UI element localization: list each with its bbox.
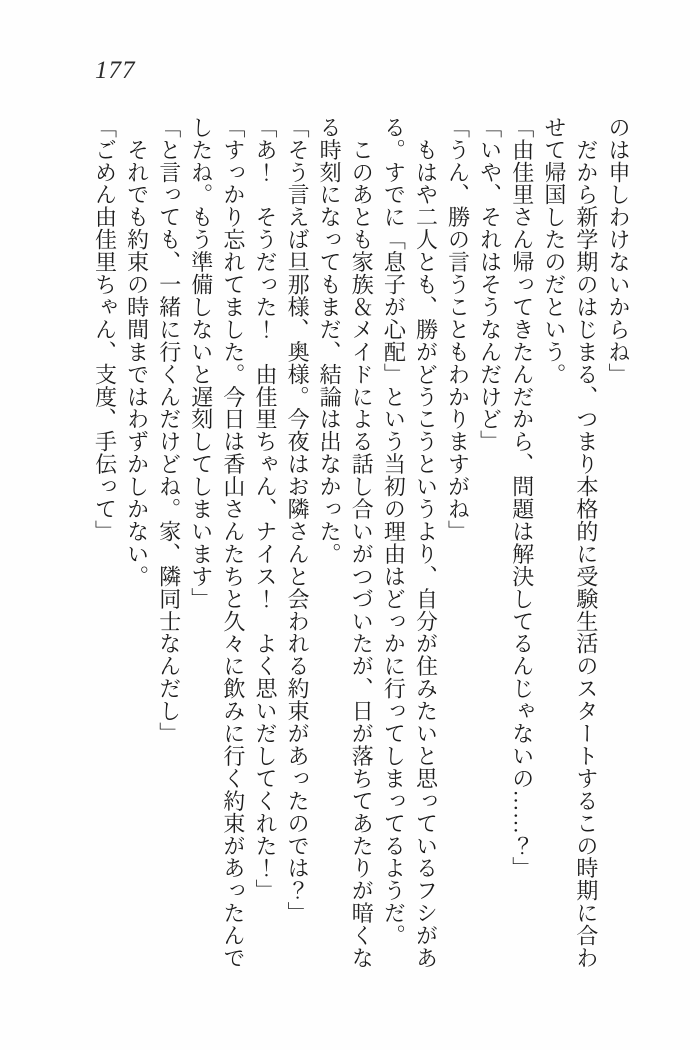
text-column: 「すっかり忘れてました。今日は香山さんたちと久々に飲みに行く約束があったんで xyxy=(220,116,246,970)
text-column: のは申しわけないからね」 xyxy=(606,116,631,386)
text-column: 「うん、勝の言うこともわかりますがね」 xyxy=(445,116,471,543)
text-column: 「ごめん由佳里ちゃん、支度、手伝って」 xyxy=(92,116,118,543)
text-column: 「いや、それはそうなんだけど」 xyxy=(477,116,503,453)
text-column: それでも約束の時間まではわずかしかない。 xyxy=(124,116,150,588)
text-column: 「あ！ そうだった！ 由佳里ちゃん、ナイス！ よく思いだしてくれた！」 xyxy=(252,116,278,902)
text-column: したね。もう準備しないと遅刻してしまいます」 xyxy=(188,116,214,610)
vertical-text-area xyxy=(88,116,634,976)
text-column: このあとも家族＆メイドによる話し合いがつづいたが、日が落ちてあたりが暗くな xyxy=(349,116,375,970)
page-number: 177 xyxy=(95,57,136,84)
text-column: 「と言っても、一緒に行くんだけどね。家、隣同士なんだし」 xyxy=(156,116,182,745)
text-column: せて帰国したのだという。 xyxy=(541,116,567,386)
text-column: 「由佳里さん帰ってきたんだから、問題は解決してるんじゃないの……？」 xyxy=(509,116,535,880)
text-column: る。すでに「息子が心配」という当初の理由はどっかに行ってしまってるようだ。 xyxy=(381,116,407,947)
text-column: る時刻になってもまだ、結論は出なかった。 xyxy=(317,116,343,565)
text-column: だから新学期のはじまる、つまり本格的に受験生活のスタートするこの時期に合わ xyxy=(573,116,599,970)
text-column: 「そう言えば旦那様、奥様。今夜はお隣さんと会われる約束があったのでは？」 xyxy=(285,116,311,925)
text-column: もはや二人とも、勝がどうこうというより、自分が住みたいと思っているフシがあ xyxy=(413,116,439,970)
